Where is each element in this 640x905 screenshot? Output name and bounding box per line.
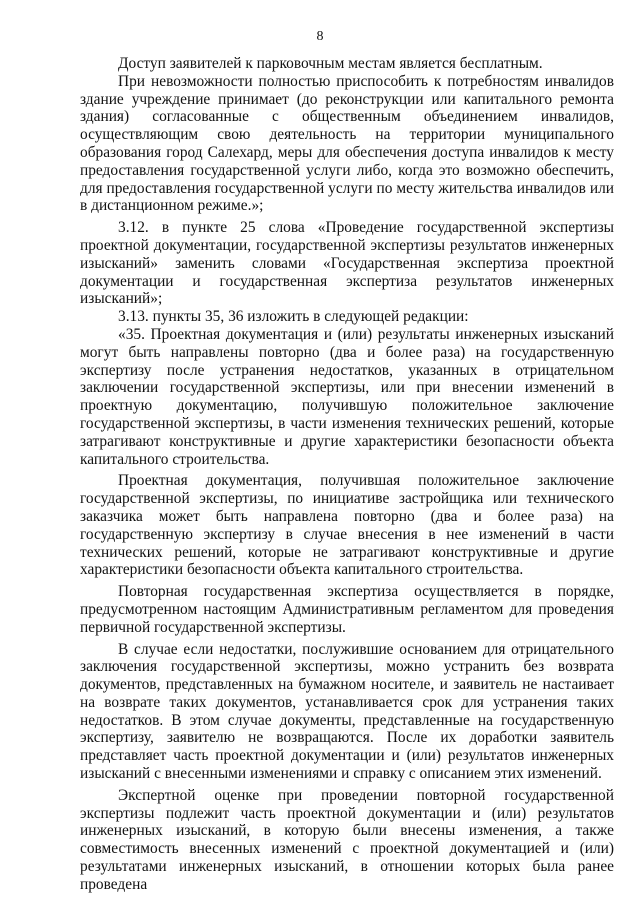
paragraph-disability-accommodation: При невозможности полностью приспособить к потребностям инвалидов здание учреждение принимает (до реконструкции или капитального ремонта здания) согласованные с общественным объединением инвалидов, осуществляющим свою деятельность на территории муниципального образования город Салехард, меры для обеспечения доступа инвалидов к месту предоставления государственной услуги либо, когда это возможно обеспечить, для предоставления государственной услуги по месту жительства инвалидов или в дистанционном режиме.»; xyxy=(80,72,614,215)
paragraph-parking-access: Доступ заявителей к парковочным местам является бесплатным. xyxy=(118,55,543,72)
paragraph-item-35: «35. Проектная документация и (или) результаты инженерных изысканий могут быть направлены повторно (два и более раза) на государственную экспертизу после устранения недостатков, указанных в отрицательном заключении государственной экспертизы, или при внесении изменений в проектную документацию, получившую положительное заключение государственной экспертизы, в части изменения технических решений, которые затрагивают конструктивные и другие характеристики безопасности объекта капитального строительства. xyxy=(80,325,614,468)
page-number: 8 xyxy=(316,29,324,44)
paragraph-item-3-13: 3.13. пункты 35, 36 изложить в следующей редакции: xyxy=(118,308,469,326)
paragraph-deficiency-correction: В случае если недостатки, послужившие основанием для отрицательного заключения государственной экспертизы, можно устранить без возврата документов, представленных на бумажном носителе, и заявитель не настаивает на возврате таких документов, устанавливается срок для устранения таких недостатков. В этом случае документы, представленные на государственную экспертизу, заявителю не возвращаются. После их доработки заявитель представляет часть проектной документации и (или) результатов инженерных изысканий с внесенными изменениями и справку с описанием этих изменений. xyxy=(80,640,614,783)
document-body xyxy=(80,55,614,894)
paragraph-item-3-12: 3.12. в пункте 25 слова «Проведение государственной экспертизы проектной документации, государственной экспертизы результатов инженерных изысканий» заменить словами «Государственная экспертиза проектной документации и государственная экспертиза результатов инженерных изысканий»; xyxy=(80,219,614,308)
paragraph-repeat-expertise: Повторная государственная экспертиза осуществляется в порядке, предусмотренном настоящим Административным регламентом для проведения первичной государственной экспертизы. xyxy=(80,583,614,636)
paragraph-expert-evaluation: Экспертной оценке при проведении повторной государственной экспертизы подлежит часть проектной документации и (или) результатов инженерных изысканий, в которую были внесены изменения, а также совместимость внесенных изменений с проектной документацией и (или) результатами инженерных изысканий, в отношении которых была ранее проведена xyxy=(80,786,614,893)
paragraph-positive-conclusion: Проектная документация, получившая положительное заключение государственной экспертизы, по инициативе застройщика или технического заказчика может быть направлена повторно (два и более раза) на государственную экспертизу в случае внесения в нее изменений в части технических решений, которые не затрагивают конструктивные и другие характеристики безопасности объекта капитального строительства. xyxy=(80,472,614,579)
